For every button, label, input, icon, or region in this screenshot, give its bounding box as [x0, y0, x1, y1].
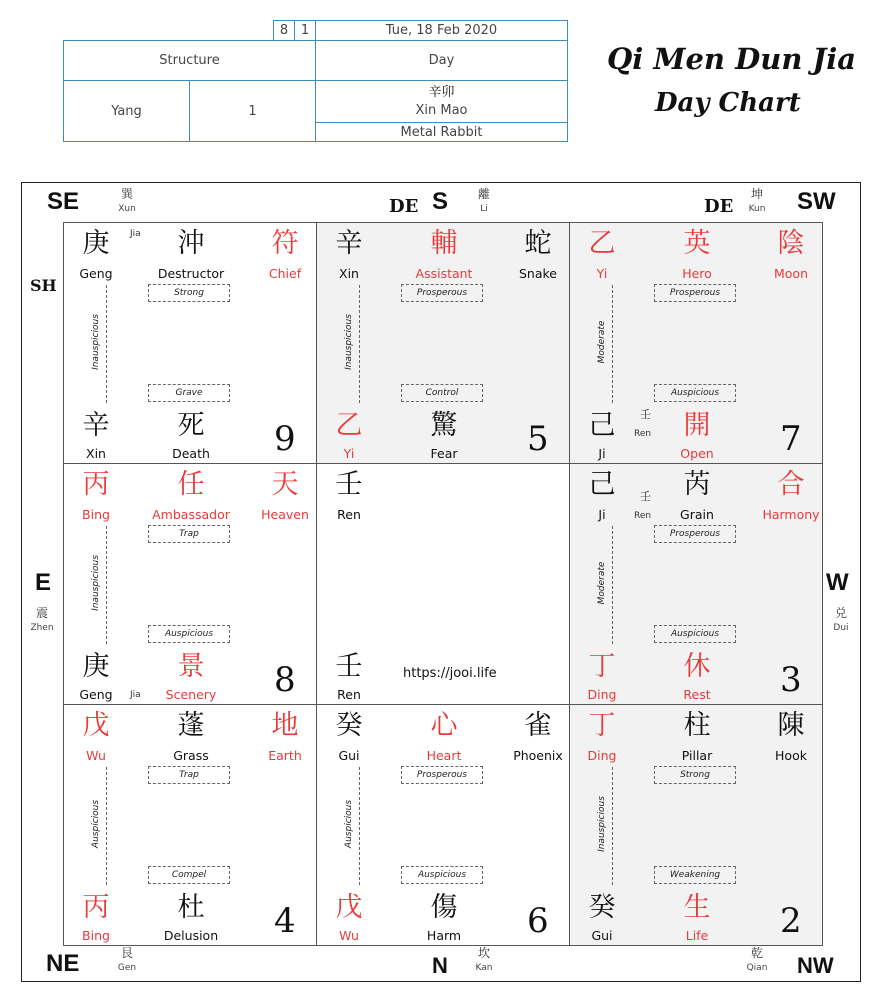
header-num-a-text: 8 [279, 23, 289, 38]
palace-p4 [63, 704, 317, 946]
star-status-text-p5: Prosperous [416, 288, 468, 298]
palace-number-p9: 9 [274, 419, 296, 459]
day-chinese-text: 辛卯 [428, 84, 455, 100]
ren-char-p7: 壬 [640, 408, 651, 421]
deity-label-p3: Harmony [762, 507, 820, 522]
earth-stem-p9: 辛 [82, 410, 110, 441]
heaven-stem-p6: 癸 [335, 710, 363, 741]
trigram-xun: 巽 Xun [118, 187, 136, 214]
star-p3: 芮 [683, 469, 711, 500]
deity-label-p8: Heaven [261, 507, 309, 522]
door-label-p5: Fear [430, 446, 458, 461]
heaven-stem-center: 壬 [335, 469, 363, 500]
title-line1: Qi Men Dun Jia [607, 42, 857, 76]
side-divider-p4 [106, 767, 107, 885]
header-structure-label [63, 40, 316, 81]
deity-p2: 陳 [777, 710, 805, 741]
star-status-p5 [401, 284, 483, 302]
door-status-text-p7: Auspicious [670, 388, 720, 398]
door-status-p4 [148, 866, 230, 884]
palace-p5 [316, 222, 570, 464]
header-num-a [273, 20, 295, 41]
star-status-text-p4: Trap [179, 770, 199, 780]
earth-stem-p6: 戊 [335, 892, 363, 923]
side-divider-p2 [612, 767, 613, 885]
sh-marker: SH [30, 276, 57, 295]
door-p8: 景 [177, 651, 205, 682]
deity-label-p2: Hook [775, 748, 807, 763]
door-status-text-p4: Compel [171, 870, 207, 880]
day-label-text: Day [428, 53, 455, 68]
star-status-p6 [401, 766, 483, 784]
side-divider-p3 [612, 526, 613, 644]
earth-stem-label-p8: Geng [79, 687, 113, 702]
palace-number-p7: 7 [780, 419, 802, 459]
direction-s: S [432, 188, 449, 215]
palace-rating-p4: Auspicious [91, 799, 101, 849]
palace-p6 [316, 704, 570, 946]
deity-p7: 陰 [777, 228, 805, 259]
door-label-p6: Harm [426, 928, 462, 943]
heaven-stem-p3: 己 [588, 469, 616, 500]
earth-stem-p8: 庚 [82, 651, 110, 682]
star-status-text-p8: Trap [179, 529, 199, 539]
door-status-text-p8: Auspicious [164, 629, 214, 639]
heaven-stem-p5: 辛 [335, 228, 363, 259]
header-num-b [294, 20, 316, 41]
structure-num-text: 1 [248, 103, 257, 119]
door-label-p2: Life [685, 928, 709, 943]
direction-sw: SW [797, 188, 836, 215]
star-p2: 柱 [683, 710, 711, 741]
star-p5: 輔 [430, 228, 458, 259]
deity-p8: 天 [271, 469, 299, 500]
earth-stem-p4: 丙 [82, 892, 110, 923]
star-p7: 英 [683, 228, 711, 259]
header-day-element [315, 122, 568, 142]
star-p9: 沖 [177, 228, 205, 259]
door-label-p9: Death [172, 446, 210, 461]
star-label-p7: Hero [682, 266, 712, 281]
palace-center [316, 463, 570, 705]
heaven-stem-label-p5: Xin [339, 266, 359, 281]
title-line2: Day Chart [655, 88, 801, 118]
door-p7: 開 [683, 410, 711, 441]
earth-stem-label-p9: Xin [86, 446, 106, 461]
palace-number-p4: 4 [274, 901, 296, 941]
de-marker-s: DE [389, 196, 419, 217]
star-status-text-p9: Strong [174, 288, 204, 298]
deity-label-p6: Phoenix [513, 748, 563, 763]
header-polarity [63, 80, 190, 142]
heaven-stem-p2: 丁 [588, 710, 616, 741]
earth-stem-center: 壬 [335, 651, 363, 682]
star-label-p5: Assistant [415, 266, 473, 281]
deity-p6: 雀 [524, 710, 552, 741]
star-status-text-p6: Prosperous [416, 770, 468, 780]
star-p6: 心 [430, 710, 458, 741]
door-p9: 死 [177, 410, 205, 441]
heaven-stem-p8: 丙 [82, 469, 110, 500]
door-p5: 驚 [430, 410, 458, 441]
heaven-stem-label-p2: Ding [587, 748, 617, 763]
door-status-text-p2: Weakening [669, 870, 721, 880]
door-status-p5 [401, 384, 483, 402]
deity-p5: 蛇 [524, 228, 552, 259]
palace-rating-p7: Moderate [597, 320, 607, 364]
door-status-p9 [148, 384, 230, 402]
palace-p3 [569, 463, 823, 705]
direction-ne: NE [46, 950, 80, 977]
deity-p9: 符 [271, 228, 299, 259]
trigram-dui: 兑 Dui [833, 606, 849, 633]
header-date [315, 20, 568, 41]
day-element-text: Metal Rabbit [400, 124, 483, 140]
earth-stem-label-p6: Wu [339, 928, 359, 943]
door-p3: 休 [683, 651, 711, 682]
star-status-text-p3: Prosperous [669, 529, 721, 539]
star-label-p2: Pillar [681, 748, 713, 763]
website-url[interactable]: https://jooi.life [403, 666, 497, 681]
deity-label-p4: Earth [268, 748, 302, 763]
star-status-p2 [654, 766, 736, 784]
heaven-stem-label-p6: Gui [338, 748, 360, 763]
star-label-p8: Ambassador [152, 507, 230, 522]
side-divider-p8 [106, 526, 107, 644]
header-structure-num [189, 80, 316, 142]
palace-number-p8: 8 [274, 660, 296, 700]
door-status-p7 [654, 384, 736, 402]
de-marker-sw: DE [704, 196, 734, 217]
star-label-p9: Destructor [157, 266, 225, 281]
polarity-text: Yang [111, 103, 142, 119]
direction-e: E [35, 569, 52, 596]
star-status-text-p7: Prosperous [669, 288, 721, 298]
palace-p8 [63, 463, 317, 705]
palace-number-p6: 6 [527, 901, 549, 941]
palace-p2 [569, 704, 823, 946]
earth-stem-p7: 己 [588, 410, 616, 441]
palace-p7 [569, 222, 823, 464]
palace-number-p2: 2 [780, 901, 802, 941]
star-label-p6: Heart [426, 748, 462, 763]
earth-stem-label-p3: Ding [587, 687, 617, 702]
heaven-stem-label-p9: Geng [79, 266, 113, 281]
heaven-stem-label-p7: Yi [596, 266, 608, 281]
heaven-stem-label-center: Ren [337, 507, 361, 522]
direction-n: N [432, 953, 448, 978]
trigram-gen: 艮 Gen [117, 946, 137, 973]
star-p4: 蓬 [177, 710, 205, 741]
star-label-p3: Grain [680, 507, 714, 522]
door-status-p6 [401, 866, 483, 884]
earth-stem-p2: 癸 [588, 892, 616, 923]
ren-marker-p7: Ren [634, 429, 652, 439]
star-status-text-p2: Strong [680, 770, 710, 780]
star-label-p4: Grass [173, 748, 209, 763]
direction-nw: NW [797, 953, 834, 978]
structure-label-text: Structure [159, 53, 220, 68]
earth-stem-p5: 乙 [335, 410, 363, 441]
header-date-text: Tue, 18 Feb 2020 [385, 23, 498, 38]
earth-stem-label-p7: Ji [598, 446, 606, 461]
day-pinyin-text: Xin Mao [415, 102, 468, 118]
jia-marker-p8: Jia [130, 690, 141, 700]
door-status-text-p9: Grave [175, 388, 203, 398]
palace-rating-p8: Inauspicious [91, 555, 101, 611]
palace-rating-p9: Inauspicious [91, 314, 101, 370]
direction-se: SE [47, 188, 80, 215]
heaven-stem-label-p4: Wu [86, 748, 106, 763]
door-label-p8: Scenery [165, 687, 217, 702]
palace-number-p5: 5 [527, 419, 549, 459]
star-status-p4 [148, 766, 230, 784]
deity-label-p7: Moon [773, 266, 808, 281]
door-status-text-p3: Auspicious [670, 629, 720, 639]
deity-label-p9: Chief [268, 266, 302, 281]
ren-char-p3: 壬 [640, 490, 651, 503]
star-p8: 任 [177, 469, 205, 500]
palace-rating-p3: Moderate [597, 561, 607, 605]
star-status-p8 [148, 525, 230, 543]
door-label-p3: Rest [683, 687, 711, 702]
palace-rating-p6: Auspicious [344, 799, 354, 849]
header-day-label [315, 40, 568, 81]
side-divider-p6 [359, 767, 360, 885]
direction-w: W [826, 569, 849, 596]
deity-label-p5: Snake [518, 266, 557, 281]
earth-stem-label-p5: Yi [343, 446, 355, 461]
heaven-stem-p7: 乙 [588, 228, 616, 259]
side-divider-p9 [106, 285, 107, 403]
door-status-p3 [654, 625, 736, 643]
trigram-zhen: 震 Zhen [30, 606, 54, 633]
heaven-stem-label-p8: Bing [82, 507, 110, 522]
earth-stem-label-center: Ren [337, 687, 361, 702]
heaven-stem-p4: 戊 [82, 710, 110, 741]
trigram-kun: 坤 Kun [748, 187, 766, 214]
jia-marker-p9: Jia [130, 229, 141, 239]
header-num-b-text: 1 [300, 23, 310, 38]
door-label-p7: Open [680, 446, 714, 461]
star-status-p3 [654, 525, 736, 543]
ren-marker-p3: Ren [634, 511, 652, 521]
trigram-li: 離 Li [477, 187, 490, 214]
door-p2: 生 [683, 892, 711, 923]
side-divider-p7 [612, 285, 613, 403]
trigram-qian: 乾 Qian [746, 946, 768, 973]
door-status-text-p5: Control [425, 388, 459, 398]
trigram-kan: 坎 Kan [475, 946, 493, 973]
door-p4: 杜 [177, 892, 205, 923]
heaven-stem-label-p3: Ji [598, 507, 606, 522]
earth-stem-label-p2: Gui [591, 928, 613, 943]
door-status-p2 [654, 866, 736, 884]
deity-p3: 合 [777, 469, 805, 500]
door-status-p8 [148, 625, 230, 643]
palace-grid [63, 222, 820, 943]
star-status-p9 [148, 284, 230, 302]
earth-stem-p3: 丁 [588, 651, 616, 682]
palace-p9 [63, 222, 317, 464]
door-status-text-p6: Auspicious [417, 870, 467, 880]
header-day-chinese-box [315, 80, 568, 123]
earth-stem-label-p4: Bing [82, 928, 110, 943]
palace-rating-p2: Inauspicious [597, 796, 607, 852]
palace-number-p3: 3 [780, 660, 802, 700]
star-status-p7 [654, 284, 736, 302]
door-label-p4: Delusion [163, 928, 219, 943]
door-p6: 傷 [430, 892, 458, 923]
deity-p4: 地 [271, 710, 299, 741]
palace-rating-p5: Inauspicious [344, 314, 354, 370]
heaven-stem-p9: 庚 [82, 228, 110, 259]
side-divider-p5 [359, 285, 360, 403]
